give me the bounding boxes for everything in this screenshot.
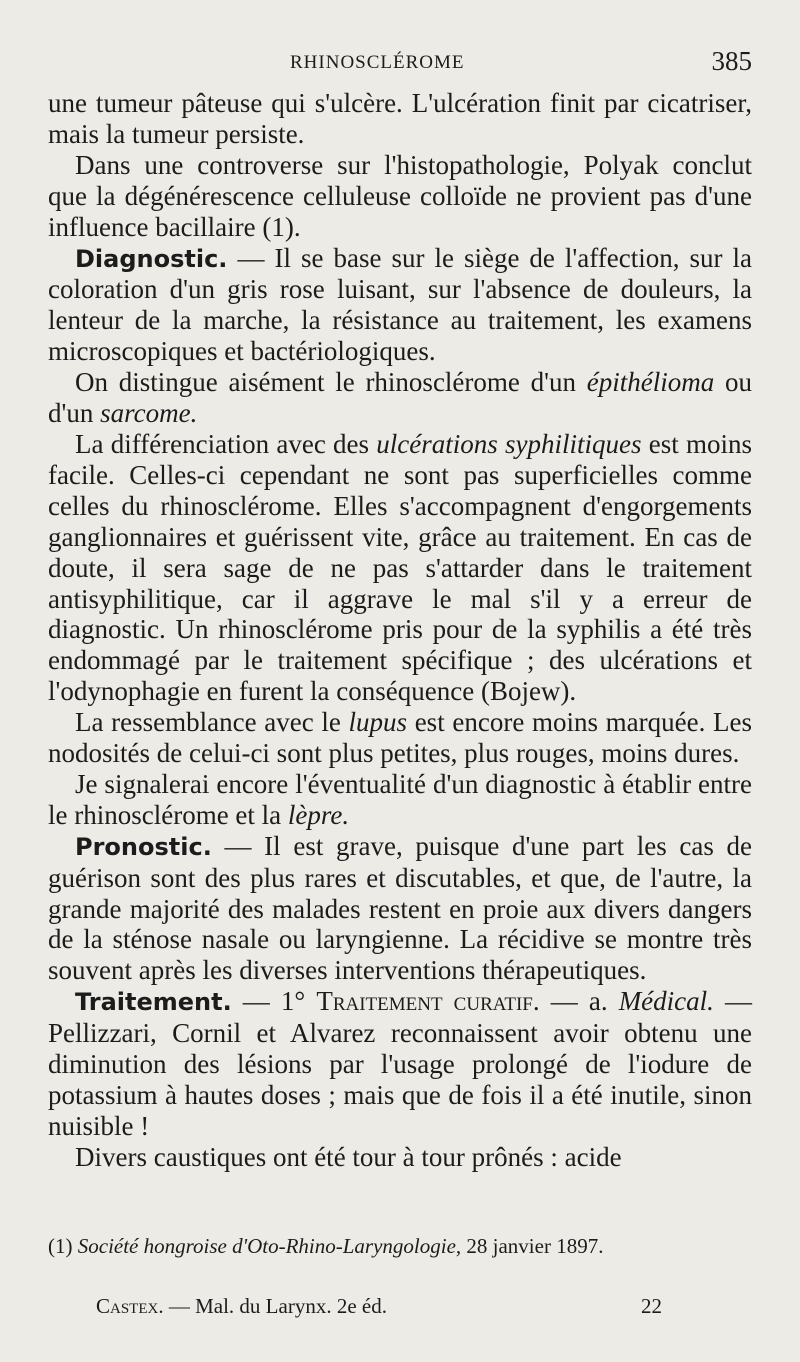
paragraph-traitement	[48, 986, 752, 1142]
text-run: — 1°	[231, 986, 317, 1017]
paragraph-text: — Il est grave, puisque d'une part les cas de guérison sont des plus rares et discutables, et que, de l'autre, la grande majorité des malades restent en proie aux divers dangers de la sténose nasale ou laryngienne. La récidive se montre très souvent après les diverses interventions thérapeutiques.	[48, 830, 752, 986]
section-heading-traitement: Traitement.	[75, 988, 232, 1017]
footnote-source: Société hongroise d'Oto-Rhino-Laryngologie,	[77, 1234, 462, 1258]
footnote-date: 28 janvier 1897.	[461, 1234, 604, 1258]
signature-mark: 22	[641, 1294, 662, 1318]
page-footer	[96, 1294, 676, 1319]
text-run: — Pellizzari, Cornil et Alvarez reconnaissent avoir obtenu une diminution des lésions par l'usage prolongé de l'iodure de potassium à hautes doses ; mais que de fois il a été inutile, sinon nuisible !	[48, 986, 753, 1141]
text-run: ou d'un	[48, 367, 752, 429]
footer-author: Castex.	[96, 1294, 164, 1318]
text-run: Je signalerai encore l'éventualité d'un diagnostic à établir entre le rhinosclérome et la	[48, 768, 752, 830]
footnote-marker: (1)	[48, 1234, 78, 1258]
italic-term: Médical.	[618, 986, 714, 1017]
section-heading-pronostic: Pronostic.	[75, 832, 212, 861]
italic-term: lupus	[348, 707, 408, 738]
italic-term: épithélioma	[586, 367, 715, 398]
running-title: RHINOSCLÉROME	[290, 52, 465, 73]
footnote	[48, 1234, 752, 1259]
body-text	[48, 88, 752, 1173]
text-run: La différenciation avec des	[75, 428, 377, 459]
paragraph: Dans une controverse sur l'histopathologie, Polyak conclut que la dégénérescence celluleuse colloïde ne provient pas d'une influence bacillaire (1).	[48, 149, 752, 242]
text-run: — a.	[539, 986, 619, 1017]
paragraph	[48, 769, 752, 831]
paragraph	[48, 367, 752, 429]
paragraph: Divers caustiques ont été tour à tour prônés : acide	[75, 1141, 622, 1172]
italic-term: ulcérations syphilitiques	[376, 428, 642, 459]
paragraph-diagnostic	[48, 243, 752, 368]
italic-term: lèpre.	[287, 799, 350, 830]
text-run: On distingue aisément le rhinosclérome d'un	[75, 367, 587, 398]
paragraph	[48, 429, 752, 707]
section-heading-diagnostic: Diagnostic.	[75, 244, 228, 273]
text-run: est encore moins marquée. Les nodosités de celui-ci sont plus petites, plus rouges, moins dures.	[48, 707, 752, 769]
page-number: 385	[711, 46, 752, 76]
text-run: La ressemblance avec le	[75, 707, 349, 738]
paragraph-pronostic	[48, 831, 752, 987]
paragraph-text: — Il se base sur le siège de l'affection, sur la coloration d'un gris rose luisant, sur l'absence de douleurs, la lenteur de la marche, la résistance au traitement, les examens microscopiques et bactériologiques.	[48, 242, 752, 367]
footer-book-title: — Mal. du Larynx. 2e éd.	[163, 1294, 387, 1318]
small-caps-term: Traitement curatif.	[316, 986, 540, 1017]
paragraph	[48, 707, 752, 769]
italic-term: sarcome.	[100, 398, 198, 429]
running-head	[0, 44, 800, 84]
paragraph: une tumeur pâteuse qui s'ulcère. L'ulcération finit par cicatriser, mais la tumeur persiste.	[48, 88, 752, 149]
text-run: est moins facile. Celles-ci cependant ne sont pas superficielles comme celles du rhinosclérome. Elles s'accompagnent d'engorgements ganglionnaires et guérissent vite, grâce au traitement. En cas de doute, il sera sage de ne pas s'attarder dans le traitement antisyphilitique, car il aggrave le mal s'il y a erreur de diagnostic. Un rhinosclérome pris pour de la syphilis a été très endommagé par le traitement spécifique ; des ulcérations et l'odynophagie en furent la conséquence (Bojew).	[48, 428, 752, 707]
